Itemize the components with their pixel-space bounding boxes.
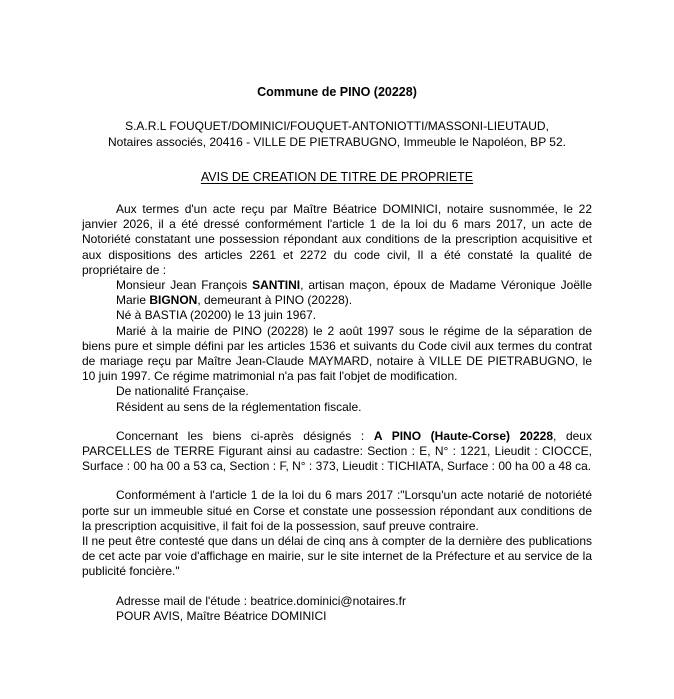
owner-marriage-paragraph: Marié à la mairie de PINO (20228) le 2 août 1997 sous le régime de la séparation de biens pure et simple défini par les articles 1536 et suivants du Code civil aux termes du contrat de mariage reçu par Maître Jean-Claude MAYMARD, notaire à VILLE DE PIETRABUGNO, le 10 juin 1997. Ce régime matrimonial n'a pas fait l'objet de modification. (82, 323, 592, 384)
firm-name-line: S.A.R.L FOUQUET/DOMINICI/FOUQUET-ANTONIOTTI/MASSONI-LIEUTAUD, (125, 119, 549, 133)
owner-residence-text: , demeurant à PINO (20228). (197, 293, 353, 308)
owner-name-prefix: Monsieur Jean François (116, 278, 253, 293)
signature-line: POUR AVIS, Maître Béatrice DOMINICI (116, 608, 327, 623)
property-location: A PINO (Haute-Corse) 20228 (373, 428, 553, 443)
spouse-surname: BIGNON (149, 293, 198, 308)
owner-identity-line (82, 278, 592, 308)
owner-surname: SANTINI (252, 278, 301, 293)
notice-title-container (82, 168, 592, 186)
spacer (82, 415, 592, 429)
contact-email-line: Adresse mail de l'étude : beatrice.dominici@notaires.fr (116, 593, 406, 608)
law-citation-paragraph: Conformément à l'article 1 de la loi du 6 mars 2017 :"Lorsqu'un acte notarié de notoriété porte sur un immeuble situé en Corse et constate une possession répondant aux conditions de la prescription acquisitive, il fait foi de la possession, sauf preuve contraire. (82, 488, 592, 533)
property-paragraph (82, 429, 592, 475)
spacer (82, 474, 592, 488)
spacer (82, 580, 592, 594)
law-contest-paragraph: Il ne peut être contesté que dans un délai de cinq ans à compter de la dernière des publications de cet acte par voie d'affichage en mairie, sur le site internet de la Préfecture et au service de la publicité foncière." (82, 534, 592, 579)
property-intro-text: Concernant les biens ci-après désignés : (116, 428, 374, 443)
owner-spouse-text: , artisan maçon, époux de Madame Véronique Joëlle Marie (116, 278, 592, 308)
notice-title: AVIS DE CREATION DE TITRE DE PROPRIETE (200, 170, 474, 184)
owner-nationality-line: De nationalité Française. (116, 384, 249, 399)
firm-address-line: Notaires associés, 20416 - VILLE DE PIETRABUGNO, Immeuble le Napoléon, BP 52. (108, 135, 566, 149)
owner-residence-line: Résident au sens de la réglementation fiscale. (116, 399, 362, 414)
document-content (82, 84, 592, 624)
property-cadastre-text: , deux PARCELLES de TERRE Figurant ainsi au cadastre: Section : E, N° : 1221, Lieudit : CIOCCE, Surface : 00 ha 00 a 53 ca, Section : F, N° : 373, Lieudit : TICHIATA, Surface : 00 ha 00 a 48 ca. (82, 428, 592, 474)
owner-birth-line: Né à BASTIA (20200) le 13 juin 1967. (116, 308, 317, 323)
page-title: Commune de PINO (20228) (257, 85, 417, 99)
paragraph-acte-notoriete: Aux termes d'un acte reçu par Maître Béatrice DOMINICI, notaire susnommée, le 22 janvier 2026, il a été dressé conformément l'article 1 de la loi du 6 mars 2017, un acte de Notoriété constatant une possession répondant aux conditions de la prescription acquisitive et aux dispositions des articles 2261 et 2272 du code civil, Il a été constaté la qualité de propriétaire de : (82, 202, 592, 277)
notary-firm-block (82, 118, 592, 150)
